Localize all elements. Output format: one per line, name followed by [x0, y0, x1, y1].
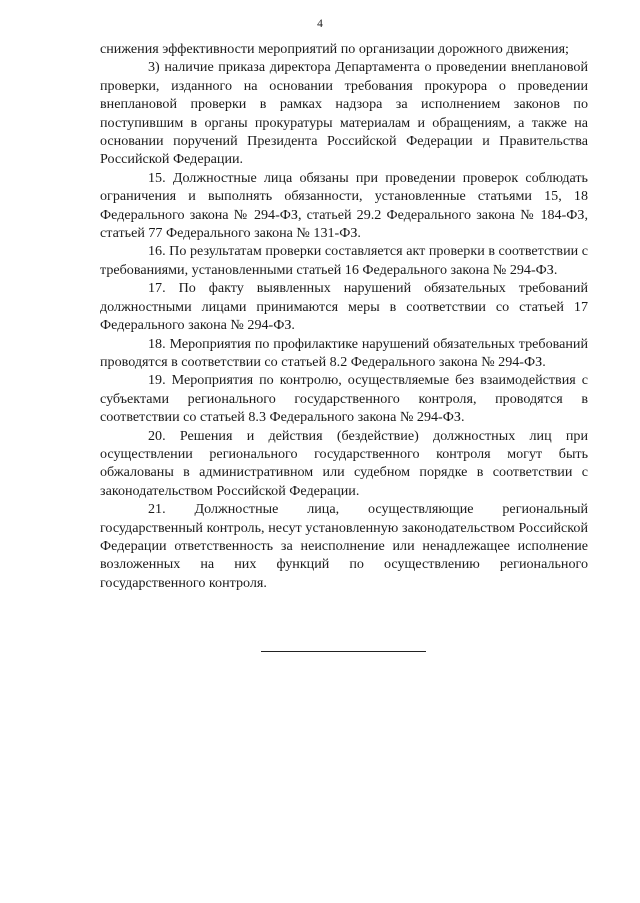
paragraph-20: 20. Решения и действия (бездействие) должностных лиц при осуществлении регионального государственного контроля могут быть обжалованы в административном или судебном порядке в соответствии с законодательством Российской Федерации. [100, 427, 588, 499]
paragraph-21: 21. Должностные лица, осуществляющие региональный государственный контроль, несут установленную законодательством Российской Федерации ответственность за неисполнение или ненадлежащее исполнение возложенных на них функций по осуществлению регионального государственного контроля. [100, 501, 588, 591]
paragraph-17: 17. По факту выявленных нарушений обязательных требований должностными лицами принимаются меры в соответствии со статьей 17 Федерального закона № 294-ФЗ. [100, 280, 588, 334]
document-body [100, 40, 588, 592]
paragraph-19: 19. Мероприятия по контролю, осуществляемые без взаимодействия с субъектами регионального государственного контроля, проводятся в соответствии со статьей 8.3 Федерального закона № 294-ФЗ. [100, 372, 588, 426]
paragraph-18: 18. Мероприятия по профилактике нарушений обязательных требований проводятся в соответствии со статьей 8.2 Федерального закона № 294-ФЗ. [100, 335, 588, 370]
page-number: 4 [317, 18, 323, 30]
end-separator-line [261, 651, 426, 652]
paragraph-item-3: 3) наличие приказа директора Департамента о проведении внеплановой проверки, изданного на основании требования прокурора о проведении внеплановой проверки в рамках надзора за исполнением законов по поступившим в органы прокуратуры материалам и обращениям, а также на основании поручений Президента Российской Федерации и Правительства Российской Федерации. [100, 59, 588, 168]
paragraph-16: 16. По результатам проверки составляется акт проверки в соответствии с требованиями, установленными статьей 16 Федерального закона № 294-ФЗ. [100, 243, 588, 278]
paragraph-continuation: снижения эффективности мероприятий по организации дорожного движения; [100, 41, 569, 57]
paragraph-15: 15. Должностные лица обязаны при проведении проверок соблюдать ограничения и выполнять обязанности, установленные статьями 15, 18 Федерального закона № 294-ФЗ, статьей 29.2 Федерального закона № 184-ФЗ, статьей 77 Федерального закона № 131-ФЗ. [100, 169, 588, 242]
